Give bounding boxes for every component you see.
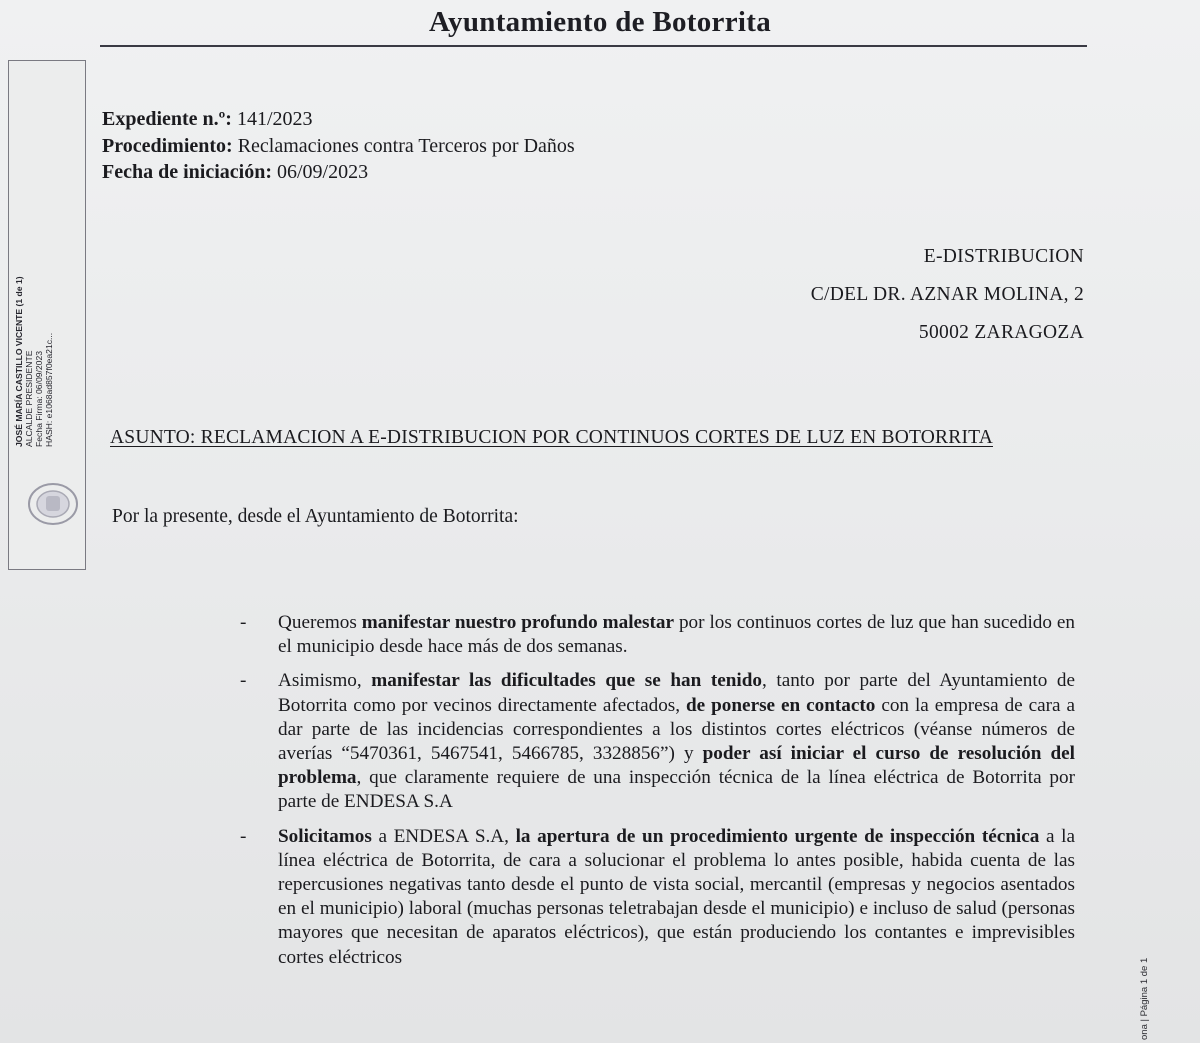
expediente-value: 141/2023 — [236, 108, 313, 130]
list-item — [240, 669, 1075, 814]
procedimiento-label: Procedimiento: — [102, 134, 233, 157]
seal-icon — [27, 482, 79, 526]
text-run-bold: manifestar nuestro profundo malestar — [361, 612, 675, 633]
procedimiento-value: Reclamaciones contra Terceros por Daños — [237, 134, 575, 157]
text-run: por los continuos cortes de luz que han sucedido en el municipio desde hace más de dos semanas. — [278, 612, 1076, 658]
expediente-line — [102, 106, 575, 133]
list-item — [240, 825, 1075, 970]
fecha-label: Fecha de iniciación: — [102, 161, 272, 183]
text-run: con la empresa de cara a dar parte de las incidencias correspondientes a los distintos cortes eléctricos (véanse números de averías “5470361, 5467541, 5466785, 3328856”) y — [278, 694, 1076, 765]
signature-stamp-text — [14, 67, 54, 447]
stamp-role: ALCALDE PRESIDENTE — [24, 350, 34, 447]
stamp-signer: JOSÉ MARÍA CASTILLO VICENTE (1 de 1) — [14, 276, 24, 447]
intro-paragraph: Por la presente, desde el Ayuntamiento de Botorrita: — [112, 506, 519, 527]
stamp-date: Fecha Firma: 06/09/2023 — [34, 350, 44, 447]
text-run: a ENDESA S.A, — [371, 825, 516, 847]
text-run-bold: de ponerse en contacto — [686, 694, 876, 716]
recipient-city: 50002 ZARAGOZA — [918, 322, 1084, 343]
bullet-dash: - — [240, 670, 247, 692]
bullet-dash: - — [240, 825, 247, 847]
stamp-hash: HASH: e1068ad857f0ea21c... — [44, 332, 54, 447]
recipient-name: E-DISTRIBUCION — [923, 246, 1084, 267]
text-run-bold: la apertura de un procedimiento urgente de inspección técnica — [515, 825, 1040, 847]
expediente-label: Expediente n.º: — [102, 108, 232, 130]
page-footer: ona | Página 1 de 1 — [1139, 957, 1150, 1040]
fecha-value: 06/09/2023 — [276, 161, 369, 183]
text-run: , tanto por parte del Ayuntamiento de Botorrita como por vecinos directamente afectados, — [278, 670, 1075, 716]
text-run-bold: poder así iniciar el curso de resolución del problema — [278, 743, 1075, 789]
expediente-block — [102, 106, 575, 186]
header-divider — [100, 45, 1087, 47]
text-run: Asimismo, — [278, 670, 372, 692]
page-title: Ayuntamiento de Botorrita — [428, 6, 772, 38]
fecha-line — [102, 159, 575, 186]
text-run: a la línea eléctrica de Botorrita, de cara a solucionar el problema lo antes posible, habida cuenta de las repercusiones negativas tanto desde el punto de vista social, mercantil (empresas y negocios asentados en el municipio) laboral (muchas personas teletrabajan desde el municipio) e incluso de salud (personas mayores que necesitan de aparatos eléctricos), que están produciendo los contantes e imprevisibles cortes eléctricos — [278, 825, 1075, 968]
procedimiento-line — [102, 133, 575, 160]
subject-line: ASUNTO: RECLAMACION A E-DISTRIBUCION POR CONTINUOS CORTES DE LUZ EN BOTORRITA — [110, 427, 993, 448]
recipient-address — [811, 238, 1084, 352]
claims-list — [240, 611, 1075, 980]
text-run-bold: manifestar las dificultades que se han tenido — [371, 670, 762, 692]
bullet-dash: - — [240, 612, 247, 633]
text-run-bold: Solicitamos — [278, 825, 372, 847]
list-item — [240, 611, 1075, 659]
recipient-street: C/DEL DR. AZNAR MOLINA, 2 — [810, 284, 1084, 305]
text-run: , que claramente requiere de una inspección técnica de la línea eléctrica de Botorrita por parte de ENDESA S.A — [278, 767, 1075, 813]
text-run: Queremos — [278, 612, 362, 633]
